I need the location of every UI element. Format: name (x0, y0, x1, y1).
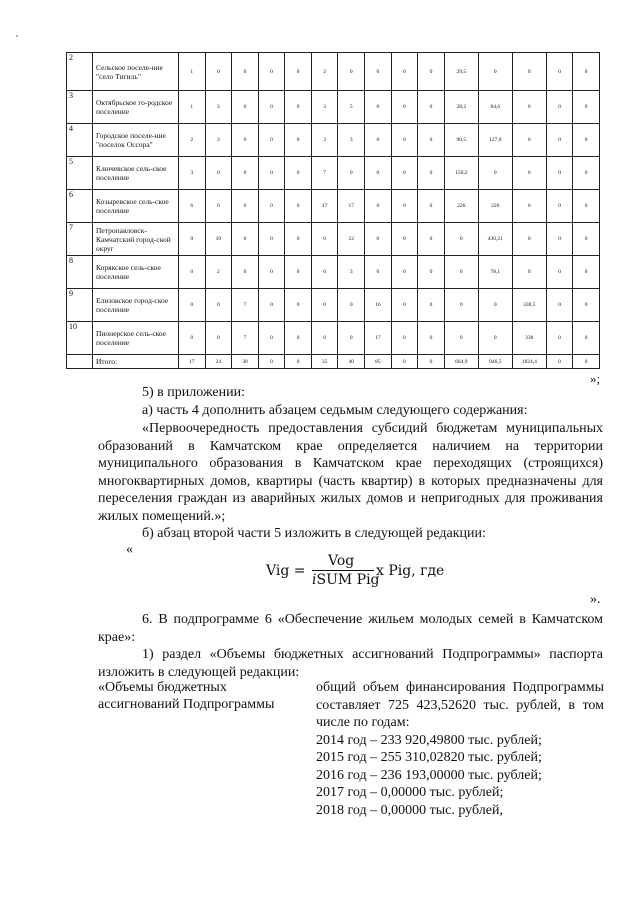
total-cell: 38 (232, 355, 259, 369)
passport-left-cell: «Объемы бюджетных ассигнований Подпрограммы (98, 680, 275, 712)
table-cell: 28,2 (444, 91, 478, 124)
table-cell: 0 (512, 223, 546, 256)
table-cell: 0 (512, 91, 546, 124)
table-cell: 6 (205, 190, 232, 223)
table-cell: 0 (311, 223, 338, 256)
row-number: 2 (67, 53, 93, 91)
item-1-paragraph: 1) раздел «Объемы бюджетных ассигнований Подпрограммы» паспорта изложить в следующей редакции: (98, 647, 603, 680)
table-cell: 0 (391, 190, 418, 223)
table-row (67, 53, 600, 91)
total-cell: 35 (311, 355, 338, 369)
row-number: 6 (67, 190, 93, 223)
table-cell: 16 (365, 289, 392, 322)
table-cell: 0 (205, 322, 232, 355)
table-cell: 10 (205, 223, 232, 256)
table-row (67, 124, 600, 157)
table-cell: 17 (338, 190, 365, 223)
table-cell: 0 (232, 124, 259, 157)
formula-denominator: iSUM Pig (312, 572, 380, 588)
total-cell: 946,5 (478, 355, 512, 369)
table-cell: 0 (391, 124, 418, 157)
table-cell: 0 (546, 91, 573, 124)
table-cell: 0 (478, 322, 512, 355)
total-cell: 664,9 (444, 355, 478, 369)
table-cell: 7 (232, 289, 259, 322)
table-cell: 17 (365, 322, 392, 355)
table-cell: 430,21 (478, 223, 512, 256)
table-cell: 0 (573, 157, 600, 190)
municipality-name: Ключевское сель-ское поселение (93, 157, 179, 190)
table-cell: 0 (418, 124, 445, 157)
table-row (67, 223, 600, 256)
row-number: 10 (67, 322, 93, 355)
table-row (67, 256, 600, 289)
total-cell: 0 (285, 355, 312, 369)
total-cell: 0 (391, 355, 418, 369)
table-cell: 0 (232, 256, 259, 289)
item-a-heading: а) часть 4 дополнить абзацем седьмым следующего содержания: (142, 403, 528, 418)
table-cell: 0 (285, 124, 312, 157)
table-cell: 338,5 (512, 289, 546, 322)
item-6-paragraph: 6. В подпрограмме 6 «Обеспечение жильем молодых семей в Камчатском крае»: (98, 612, 603, 645)
table-cell: 0 (418, 157, 445, 190)
table-cell: 0 (258, 322, 285, 355)
table-cell: 0 (391, 256, 418, 289)
table-cell: 3 (311, 91, 338, 124)
municipality-name: Козыревское сель-ское поселение (93, 190, 179, 223)
scan-speck (16, 35, 18, 37)
municipality-name: Октябрьское го-родское поселение (93, 91, 179, 124)
table-cell: 127,6 (478, 124, 512, 157)
year-line: 2014 год – 233 920,49800 тыс. рублей; (316, 732, 542, 748)
table-cell: 0 (573, 322, 600, 355)
table-cell: 0 (573, 53, 600, 91)
table-cell: 0 (258, 190, 285, 223)
row-number: 9 (67, 289, 93, 322)
table-row (67, 289, 600, 322)
municipality-name: Городское поселе-ние "поселок Оссора" (93, 124, 179, 157)
table-cell: 3 (311, 124, 338, 157)
table-cell: 0 (546, 157, 573, 190)
table-cell: 0 (365, 190, 392, 223)
table-cell: 0 (573, 91, 600, 124)
municipality-name: Сельское поселе-ние "село Тигиль" (93, 53, 179, 91)
table-cell: 12 (338, 223, 365, 256)
row-number: 8 (67, 256, 93, 289)
table-cell: 0 (205, 157, 232, 190)
table-cell: 0 (391, 53, 418, 91)
table-cell: 0 (512, 256, 546, 289)
table-cell: 7 (311, 157, 338, 190)
total-label: Итого: (93, 355, 179, 369)
table-cell: 0 (546, 53, 573, 91)
table-cell: 0 (232, 53, 259, 91)
inserted-paragraph: «Первоочередность предоставления субсидий бюджетам муниципальных образований в Камчатском крае определяется наличием на территории муниципального образования в Камчатском крае переходящих (строящихся) многоквартирных домов, квартиры (часть квартир) в которых предназначены для переселения граждан из аварийных жилых домов и непригодных для проживания жилых помещений.»; (98, 421, 603, 524)
row-number: 4 (67, 124, 93, 157)
item-5-heading: 5) в приложении: (142, 385, 245, 400)
table-cell: 0 (285, 157, 312, 190)
row-number (67, 355, 93, 369)
municipality-name: Пионерское сель-ское поселение (93, 322, 179, 355)
formula-lhs: Vig = (266, 563, 306, 579)
table-cell: 0 (391, 157, 418, 190)
table-cell: 0 (444, 256, 478, 289)
table-cell: 0 (512, 190, 546, 223)
table-cell: 7 (232, 322, 259, 355)
table-cell: 150,2 (444, 157, 478, 190)
table-cell: 0 (258, 124, 285, 157)
total-cell: 40 (338, 355, 365, 369)
table-cell: 0 (418, 322, 445, 355)
table-cell: 0 (365, 53, 392, 91)
table-cell: 0 (311, 256, 338, 289)
table-cell: 0 (573, 289, 600, 322)
table-cell: 0 (338, 289, 365, 322)
table-cell: 0 (232, 91, 259, 124)
table-cell: 0 (365, 157, 392, 190)
financing-total: общий объем финансирования Подпрограммы составляет 725 423,52620 тыс. рублей, в том числе по годам: (316, 680, 604, 730)
table-cell: 0 (391, 322, 418, 355)
table-cell: 0 (391, 91, 418, 124)
table-cell: 0 (179, 223, 206, 256)
table-cell: 2 (179, 124, 206, 157)
table-cell: 0 (258, 53, 285, 91)
table-cell: 0 (444, 289, 478, 322)
year-line: 2015 год – 255 310,02820 тыс. рублей; (316, 750, 542, 765)
table-cell: 0 (179, 256, 206, 289)
table-cell: 0 (338, 53, 365, 91)
total-cell: 0 (546, 355, 573, 369)
table-cell: 0 (285, 322, 312, 355)
table-cell: 0 (365, 223, 392, 256)
table-cell: 0 (444, 322, 478, 355)
table-cell: 0 (365, 91, 392, 124)
table-cell: 0 (285, 223, 312, 256)
table-cell: 0 (258, 157, 285, 190)
table-cell: 0 (205, 53, 232, 91)
table-closing-quote: »; (590, 371, 601, 386)
table-cell: 0 (418, 256, 445, 289)
table-cell: 0 (546, 322, 573, 355)
table-cell: 0 (546, 124, 573, 157)
table-cell: 3 (205, 91, 232, 124)
table-row (67, 190, 600, 223)
table-cell: 0 (285, 190, 312, 223)
table-cell: 0 (365, 256, 392, 289)
formula-open-quote: « (126, 542, 133, 557)
distribution-table (66, 52, 600, 369)
row-number: 3 (67, 91, 93, 124)
table-cell: 3 (338, 124, 365, 157)
table-cell: 0 (546, 256, 573, 289)
row-number: 7 (67, 223, 93, 256)
municipality-name: Корякское сель-ское поселение (93, 256, 179, 289)
formula-fraction-bar (312, 570, 374, 571)
municipality-name: Петропавловск-Камчатский город-ской округ (93, 223, 179, 256)
table-cell: 17 (311, 190, 338, 223)
table-cell: 0 (285, 53, 312, 91)
table-cell: 0 (311, 289, 338, 322)
table-cell: 0 (546, 190, 573, 223)
table-cell: 226 (444, 190, 478, 223)
table-cell: 0 (418, 53, 445, 91)
table-cell: 0 (478, 53, 512, 91)
table-cell: 78,1 (478, 256, 512, 289)
table-cell: 0 (258, 289, 285, 322)
formula-numerator: Vog (328, 553, 355, 569)
table-cell: 0 (365, 124, 392, 157)
table-cell: 0 (573, 223, 600, 256)
table-row (67, 91, 600, 124)
year-line: 2016 год – 236 193,00000 тыс. рублей; (316, 767, 542, 783)
table-cell: 2 (205, 256, 232, 289)
formula-rhs: x Pig, где (376, 563, 445, 579)
total-cell: 17 (179, 355, 206, 369)
total-cell: 1824,4 (512, 355, 546, 369)
table-cell: 0 (418, 289, 445, 322)
total-cell: 0 (258, 355, 285, 369)
table-cell: 1 (179, 91, 206, 124)
total-cell: 85 (365, 355, 392, 369)
table-cell: 5 (338, 91, 365, 124)
total-cell: 0 (573, 355, 600, 369)
table-cell: 0 (311, 322, 338, 355)
table-cell: 0 (512, 157, 546, 190)
table-cell: 0 (573, 190, 600, 223)
passport-right-cell (316, 679, 604, 819)
year-line: 2017 год – 0,00000 тыс. рублей; (316, 785, 504, 800)
total-cell: 0 (418, 355, 445, 369)
table-cell: 0 (391, 223, 418, 256)
table-cell: 0 (232, 190, 259, 223)
table-cell: 0 (512, 124, 546, 157)
table-cell: 0 (478, 289, 512, 322)
table-cell: 0 (444, 223, 478, 256)
municipality-name: Елизовское город-ское поселение (93, 289, 179, 322)
table-cell: 0 (232, 157, 259, 190)
table-cell: 338 (512, 322, 546, 355)
table-cell: 0 (546, 223, 573, 256)
table-cell: 0 (205, 289, 232, 322)
table-cell: 0 (418, 91, 445, 124)
table-cell: 0 (573, 256, 600, 289)
table-cell: 3 (205, 124, 232, 157)
table-cell: 0 (258, 256, 285, 289)
table-cell: 0 (179, 322, 206, 355)
table-cell: 0 (573, 124, 600, 157)
total-cell: 24 (205, 355, 232, 369)
table-cell: 0 (258, 223, 285, 256)
table-cell: 0 (391, 289, 418, 322)
row-number: 5 (67, 157, 93, 190)
table-cell: 0 (478, 157, 512, 190)
table-body (67, 53, 600, 369)
table-cell: 0 (512, 53, 546, 91)
table-cell: 84,6 (478, 91, 512, 124)
table-cell: 0 (418, 223, 445, 256)
table-row (67, 157, 600, 190)
table-cell: 0 (258, 91, 285, 124)
table-cell: 0 (232, 223, 259, 256)
table-cell: 0 (418, 190, 445, 223)
table-cell: 0 (338, 322, 365, 355)
table-cell: 29,5 (444, 53, 478, 91)
table-row (67, 322, 600, 355)
formula-close-quote: ». (590, 592, 601, 607)
table-cell: 0 (285, 91, 312, 124)
table-cell: 2 (311, 53, 338, 91)
total-row (67, 355, 600, 369)
table-cell: 90,5 (444, 124, 478, 157)
table-cell: 6 (179, 190, 206, 223)
table-cell: 0 (179, 289, 206, 322)
table-cell: 0 (546, 289, 573, 322)
table-cell: 3 (338, 256, 365, 289)
table-cell: 3 (179, 157, 206, 190)
table-cell: 0 (338, 157, 365, 190)
item-b-heading: б) абзац второй части 5 изложить в следующей редакции: (142, 526, 486, 541)
table-cell: 0 (285, 289, 312, 322)
table-cell: 0 (285, 256, 312, 289)
table-cell: 1 (179, 53, 206, 91)
table-cell: 226 (478, 190, 512, 223)
year-line: 2018 год – 0,00000 тыс. рублей, (316, 802, 503, 818)
